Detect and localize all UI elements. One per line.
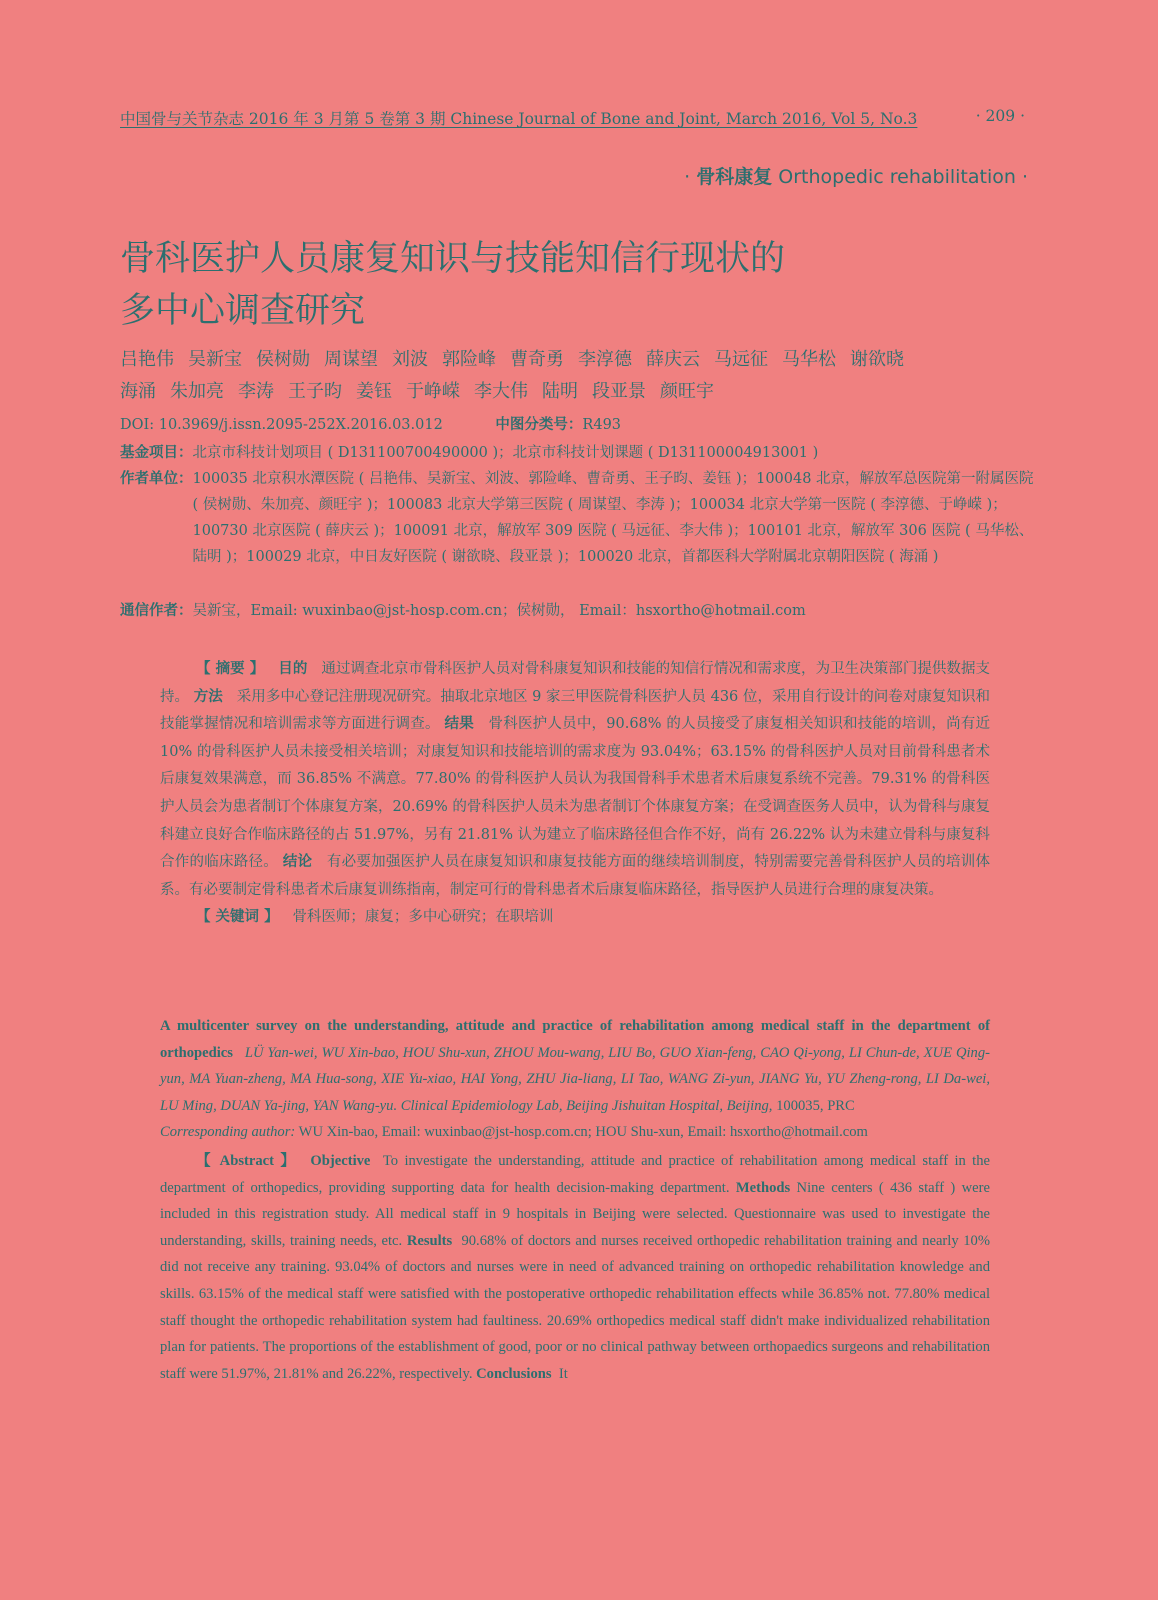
author: 谢欲晓	[850, 349, 904, 370]
section-prefix: ·	[684, 166, 691, 188]
author: 马华松	[782, 349, 836, 370]
author-line-1	[120, 344, 1040, 376]
affiliation-label: 作者单位：	[120, 471, 193, 487]
correspondence-line	[120, 598, 1040, 624]
author: 郭险峰	[442, 349, 496, 370]
affiliations	[120, 466, 1040, 570]
english-title: A multicenter survey on the understanding, attitude and practice of rehabilitation among medical staff in the department of orthopedics	[160, 1018, 990, 1061]
author: 王子昀	[288, 381, 342, 402]
conclusions-en: It	[558, 1365, 568, 1382]
funding-line	[120, 440, 1040, 466]
author: 刘波	[392, 349, 428, 370]
journal-citation[interactable]: 中国骨与关节杂志 2016 年 3 月第 5 卷第 3 期 Chinese Journal of Bone and Joint, March 2016, Vol 5, No.3	[120, 110, 918, 128]
english-corr-label: Corresponding author:	[160, 1124, 296, 1141]
author: 薛庆云	[646, 349, 700, 370]
funding-text: 北京市科技计划项目 ( D131100700490000 )；北京市科技计划课题 ( D131100004913001 )	[192, 445, 819, 461]
keywords-zh	[160, 904, 990, 932]
objective-label-en: Objective	[310, 1152, 371, 1169]
abstract-en	[160, 1013, 990, 1387]
classification-label: 中图分类号：	[495, 417, 583, 433]
classification-value: R493	[582, 417, 622, 433]
affiliation-text: 100035 北京积水潭医院 ( 吕艳伟、吴新宝、刘波、郭险峰、曹奇勇、王子昀、姜钰 )；100048 北京，解放军总医院第一附属医院 ( 侯树勋、朱加亮、颜旺宇 )；100083 北京大学第三医院 ( 周谋望、李涛 )；100034 北京大学第一医院 ( 李淳德、于峥嵘 )；100730 北京医院 ( 薛庆云 )；100091 北京，解放军 309 医院 ( 马远征、李大伟 )；100101 北京，解放军 306 医院 ( 马华松、陆明 )；100029 北京，中日友好医院 ( 谢欲晓、段亚景 )；100020 北京，首都医科大学附属北京朝阳医院 ( 海涌 )	[192, 471, 1034, 565]
results-zh: 骨科医护人员中，90.68% 的人员接受了康复相关知识和技能的培训，尚有近 10% 的骨科医护人员未接受相关培训；对康复知识和技能培训的需求度为 93.04%；63.15% 的骨科医护人员对目前骨科患者术后康复效果满意，而 36.85% 不满意。77.80% 的骨科医护人员认为我国骨科手术患者术后康复系统不完善。79.31% 的骨科医护人员会为患者制订个体康复方案，20.69% 的骨科医护人员未为患者制订个体康复方案；在受调查医务人员中，认为骨科与康复科建立良好合作临床路径的占 51.97%，另有 21.81% 认为建立了临床路径但合作不好，尚有 26.22% 认为未建立骨科与康复科合作的临床路径。	[160, 716, 991, 871]
english-authors: LÜ Yan-wei, WU Xin-bao, HOU Shu-xun, ZHOU Mou-wang, LIU Bo, GUO Xian-feng, CAO Qi-yong, LI Chun-de, XUE Qing-yun, MA Yuan-zheng, MA Hua-song, XIE Yu-xiao, HAI Yong, ZHU Jia-liang, LI Tao, WANG Zi-yun, JIANG Yu, YU Zheng-rong, LI Da-wei, LU Ming, DUAN Ya-jing, YAN Wang-yu. Clinical Epidemiology Lab, Beijing Jishuitan Hospital, Beijing,	[160, 1044, 990, 1114]
section-name-zh: 骨科康复	[696, 166, 773, 188]
article-title	[120, 233, 1000, 337]
keywords-label-zh: 【 关键词 】	[196, 909, 279, 926]
author: 李淳德	[578, 349, 632, 370]
abstract-zh	[160, 656, 990, 932]
english-correspondence	[160, 1119, 990, 1146]
running-head	[120, 107, 1025, 131]
methods-zh: 采用多中心登记注册现况研究。抽取北京地区 9 家三甲医院骨科医护人员 436 位，采用自行设计的问卷对康复知识和技能掌握情况和培训需求等方面进行调查。	[160, 688, 991, 733]
author: 侯树勋	[256, 349, 310, 370]
author: 陆明	[542, 381, 578, 402]
correspondence-text: 吴新宝，Email: wuxinbao@jst-hosp.com.cn；侯树勋， Email：hsxortho@hotmail.com	[192, 603, 806, 619]
abstract-zh-label: 【 摘要 】	[196, 661, 265, 677]
objective-label-zh: 目的	[278, 661, 308, 677]
conclusions-label-en: Conclusions	[476, 1365, 552, 1382]
author: 于峥嵘	[406, 381, 460, 402]
english-postcode: 100035, PRC	[776, 1097, 855, 1114]
correspondence-label: 通信作者：	[120, 603, 193, 619]
author-list	[120, 344, 1040, 408]
abstract-label-en: 【 Abstract 】	[196, 1152, 298, 1169]
author: 曹奇勇	[510, 349, 564, 370]
author: 马远征	[714, 349, 768, 370]
abstract-zh-body	[160, 656, 990, 904]
section-suffix: ·	[1021, 166, 1028, 188]
results-label-zh: 结果	[444, 716, 474, 733]
author: 吴新宝	[188, 349, 242, 370]
methods-en: Nine centers ( 436 staff ) were included in this registration study. All medical staff in 9 hospitals in Beijing were selected. Questionnaire was used to investigate the understanding, skills, training needs, etc.	[160, 1179, 990, 1249]
author: 李大伟	[474, 381, 528, 402]
author-line-2	[120, 376, 1040, 408]
title-line-2: 多中心调查研究	[120, 291, 366, 331]
objective-en: To investigate the understanding, attitude and practice of rehabilitation among medical staff in the department of orthopedics, providing supporting data for health decision-making department.	[160, 1152, 990, 1196]
doi-line	[120, 412, 1040, 438]
english-abstract-body	[160, 1148, 990, 1387]
author: 周谋望	[324, 349, 378, 370]
conclusions-label-zh: 结论	[282, 854, 313, 871]
methods-label-en: Methods	[735, 1179, 791, 1196]
author: 段亚景	[592, 381, 646, 402]
results-label-en: Results	[406, 1232, 453, 1249]
author: 朱加亮	[170, 381, 224, 402]
author: 吕艳伟	[120, 349, 174, 370]
objective-zh: 通过调查北京市骨科医护人员对骨科康复知识和技能的知信行情况和需求度，为卫生决策部门提供数据支持。	[160, 661, 991, 705]
title-line-1: 骨科医护人员康复知识与技能知信行现状的	[120, 239, 786, 279]
english-header	[160, 1013, 990, 1119]
conclusions-zh: 有必要加强医护人员在康复知识和康复技能方面的继续培训制度，特别需要完善骨科医护人员的培训体系。有必要制定骨科患者术后康复训练指南，制定可行的骨科患者术后康复临床路径，指导医护人员进行合理的康复决策。	[160, 854, 991, 898]
keywords-text-zh: 骨科医师；康复；多中心研究；在职培训	[292, 909, 554, 926]
author: 李涛	[238, 381, 274, 402]
author: 颜旺宇	[660, 381, 714, 402]
english-corr-text: WU Xin-bao, Email: wuxinbao@jst-hosp.com.cn; HOU Shu-xun, Email: hsxortho@hotmail.com	[298, 1124, 868, 1141]
author: 海涌	[120, 381, 156, 402]
doi[interactable]: DOI: 10.3969/j.issn.2095-252X.2016.03.012	[120, 417, 443, 433]
section-heading	[684, 162, 1028, 189]
results-en: 90.68% of doctors and nurses received orthopedic rehabilitation training and nearly 10% did not receive any training. 93.04% of doctors and nurses were in need of advanced training on orthopedic rehabilitation knowledge and skills. 63.15% of the medical staff were satisfied with the postoperative orthopedic rehabilitation effects while 36.85% not. 77.80% medical staff thought the orthopedic rehabilitation system had faultiness. 20.69% orthopedics medical staff didn't make individualized rehabilitation plan for patients. The proportions of the establishment of good, poor or no clinical pathway between orthopaedics surgeons and rehabilitation staff were 51.97%, 21.81% and 26.22%, respectively.	[160, 1232, 990, 1382]
page-number: · 209 ·	[975, 107, 1025, 125]
section-name-en: Orthopedic rehabilitation	[778, 166, 1016, 188]
methods-label-zh: 方法	[193, 688, 223, 705]
author: 姜钰	[356, 381, 392, 402]
funding-label: 基金项目：	[120, 445, 193, 461]
